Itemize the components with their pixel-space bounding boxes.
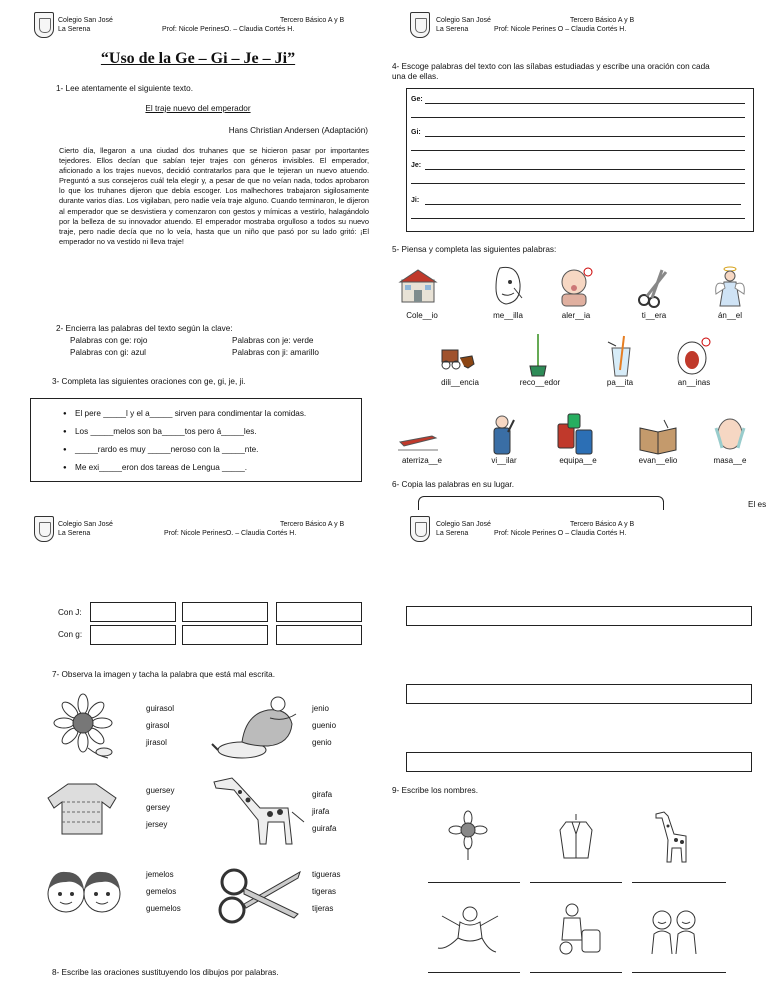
word-option[interactable]: gemelos — [146, 887, 177, 896]
school-city: La Serena — [58, 530, 91, 537]
word-option[interactable]: guemelos — [146, 904, 181, 913]
word-option[interactable]: genio — [312, 738, 332, 747]
word-option[interactable]: tigueras — [312, 870, 341, 879]
sentence-item: ● Me exi_____eron dos tareas de Lengua _____. — [63, 459, 306, 477]
name-line[interactable] — [428, 882, 520, 883]
sunflower-icon — [448, 810, 488, 860]
sentence-item: ● _____rardo es muy _____neroso con la _____nte. — [63, 441, 306, 459]
question-7: 7- Observa la imagen y tacha la palabra que está mal escrita. — [52, 670, 275, 679]
name-line[interactable] — [530, 972, 622, 973]
word-fill: an__inas — [677, 378, 711, 387]
word-option[interactable]: jemelos — [146, 870, 174, 879]
sentence-answer-box[interactable] — [406, 752, 752, 772]
word-fill: ti__era — [641, 311, 667, 320]
grade-label: Tercero Básico A y B — [570, 17, 635, 24]
angel-icon — [712, 264, 748, 308]
luggage-icon — [556, 410, 596, 456]
question-9: 9- Escribe los nombres. — [392, 786, 479, 795]
word-fill: án__el — [717, 311, 743, 320]
word-fill: aler__ia — [561, 311, 591, 320]
word-fill: Cole__io — [406, 311, 438, 320]
sentence-answer-box[interactable] — [406, 684, 752, 704]
suit-icon — [556, 812, 596, 862]
story-title: El traje nuevo del emperador — [145, 104, 251, 113]
lookout-person-icon — [488, 412, 518, 456]
label-con-j: Con J: — [58, 608, 82, 617]
sentence-answer-box[interactable] — [406, 606, 752, 626]
sneezing-person-icon — [556, 264, 596, 308]
writing-line[interactable] — [425, 136, 745, 137]
word-fill: masa__e — [713, 456, 747, 465]
dustpan-broom-icon — [528, 332, 548, 378]
giraffe-icon — [652, 810, 692, 864]
side-fragment: El es — [748, 500, 767, 509]
label-je: Je: — [411, 162, 422, 169]
word-fill: dili__encia — [441, 378, 479, 387]
word-group — [312, 866, 340, 917]
teachers-label: Prof: Nicole PerinesO. – Claudia Cortés H. — [162, 26, 295, 33]
name-line[interactable] — [632, 882, 726, 883]
answer-box[interactable] — [182, 625, 268, 645]
writing-line[interactable] — [425, 103, 745, 104]
twins-icon — [646, 906, 702, 956]
sweater-icon — [44, 778, 120, 838]
open-book-icon — [638, 418, 678, 454]
school-name: Colegio San José — [436, 521, 491, 528]
worksheet-page-2 — [392, 6, 768, 494]
question-4: 4- Escoge palabras del texto con las sílabas estudiadas y escribe una oración con cada una de ellas. — [392, 62, 710, 82]
genie-lamp-icon — [212, 694, 302, 764]
school-name: Colegio San José — [58, 17, 113, 24]
stagecoach-icon — [438, 342, 478, 372]
luggage-person-icon — [554, 900, 606, 956]
dancing-genie-icon — [436, 902, 500, 958]
word-fill: evan__elio — [638, 456, 678, 465]
word-group — [146, 866, 181, 917]
question-5: 5- Piensa y completa las siguientes palabras: — [392, 245, 557, 254]
word-group — [146, 700, 174, 751]
key-je: Palabras con je: verde — [232, 336, 314, 345]
answer-box[interactable] — [276, 625, 362, 645]
school-crest-icon — [410, 516, 430, 542]
school-crest-icon — [410, 12, 430, 38]
word-option[interactable]: jirafa — [312, 807, 330, 816]
key-ge: Palabras con ge: rojo — [70, 336, 148, 345]
sentence-box — [30, 398, 362, 482]
school-name: Colegio San José — [58, 521, 113, 528]
scissors-icon — [636, 268, 672, 308]
word-option[interactable]: guirafa — [312, 824, 337, 833]
school-building-icon — [398, 266, 438, 306]
key-ji: Palabras con ji: amarillo — [232, 348, 319, 357]
word-fill: equipa__e — [559, 456, 597, 465]
writing-line[interactable] — [411, 218, 745, 219]
question-6: 6- Copia las palabras en su lugar. — [392, 480, 514, 489]
teachers-label: Prof: Nicole Perines O – Claudia Cortés H. — [494, 26, 627, 33]
label-con-g: Con g: — [58, 630, 83, 639]
worksheet-page-4 — [392, 510, 768, 1006]
writing-line[interactable] — [411, 117, 745, 118]
teachers-label: Prof: Nicole PerinesO. – Claudia Cortés H. — [164, 530, 297, 537]
key-gi: Palabras con gi: azul — [70, 348, 147, 357]
word-fill: pa__ita — [606, 378, 634, 387]
grade-label: Tercero Básico A y B — [280, 17, 345, 24]
grade-label: Tercero Básico A y B — [570, 521, 635, 528]
answer-box[interactable] — [90, 625, 176, 645]
word-option[interactable]: tijeras — [312, 904, 334, 913]
word-option[interactable]: girafa — [312, 790, 333, 799]
throat-tonsils-icon — [672, 334, 712, 378]
scissors-icon — [214, 860, 304, 930]
word-group — [312, 700, 336, 751]
word-option[interactable]: gersey — [146, 803, 171, 812]
word-group — [146, 782, 174, 833]
story-text: Cierto día, llegaron a una ciudad dos truhanes que se hicieron pasar por importantes tejedores. Ellos decían que sabían tejer trajes con géneros invisibles. El emperador, aficionado a los trajes nuevos, decidió contratarlos para que le tejieran un nuevo atuendo. Preguntó a sus consejeros cuál tela elegir y, a pesar de que no veían nada, todos aprobaron lo que los truhanes dijeron que debía escoger. Los malhechores trabajaron sigilosamente durante varios días. Los vigilaban, pero nadie veía traje alguno. Cuando terminaron, le dijeron al emperador que se desvistiera y comenzaron con gestos y mímicas a vestirlo, halagándolo por la belleza de su innovador atuendo. El emperador mostraba orgulloso a todos su nuevo traje, pero nadie decía que no lo veía, hasta que un niño que pasó por su lado gritó: ¡El emperador no va vestido ni lleva traje! — [59, 146, 369, 246]
question-8: 8- Escribe las oraciones sustituyendo los dibujos por palabras. — [52, 968, 279, 977]
name-line[interactable] — [530, 882, 622, 883]
sentence-item: ● Los _____melos son ba_____tos pero á_____les. — [63, 423, 306, 441]
label-ji: Ji: — [411, 197, 420, 204]
word-fill: me__illa — [493, 311, 523, 320]
worksheet-page-1 — [28, 6, 368, 494]
glass-straw-icon — [606, 334, 636, 378]
answer-box[interactable] — [90, 602, 176, 622]
word-fill: aterriza__e — [401, 456, 443, 465]
name-line[interactable] — [632, 972, 726, 973]
sunflower-icon — [48, 692, 118, 762]
name-line[interactable] — [428, 972, 520, 973]
word-option[interactable]: girasol — [146, 721, 170, 730]
word-option[interactable]: guenio — [312, 721, 337, 730]
cheek-face-icon — [488, 262, 528, 308]
word-option[interactable]: jersey — [146, 820, 168, 829]
school-crest-icon — [34, 12, 54, 38]
question-1: 1- Lee atentamente el siguiente texto. — [56, 84, 194, 93]
twins-icon — [42, 860, 126, 930]
answer-box[interactable] — [182, 602, 268, 622]
word-option[interactable]: tigeras — [312, 887, 337, 896]
school-city: La Serena — [436, 530, 469, 537]
page-title: “Uso de la Ge – Gi – Je – Ji” — [100, 50, 296, 67]
teachers-label: Prof: Nicole Perines O – Claudia Cortés H. — [494, 530, 627, 537]
word-group — [312, 786, 336, 837]
word-option[interactable]: jenio — [312, 704, 329, 713]
school-city: La Serena — [58, 26, 91, 33]
writing-line[interactable] — [425, 169, 745, 170]
word-option[interactable]: guirasol — [146, 704, 175, 713]
word-fill: reco__edor — [519, 378, 561, 387]
question-2: 2- Encierra las palabras del texto según la clave: — [56, 324, 233, 333]
writing-line[interactable] — [411, 150, 745, 151]
airplane-landing-icon — [398, 428, 438, 452]
word-fill: vi__ilar — [491, 456, 517, 465]
face-massage-icon — [712, 414, 748, 454]
answer-box[interactable] — [276, 602, 362, 622]
school-name: Colegio San José — [436, 17, 491, 24]
school-crest-icon — [34, 516, 54, 542]
writing-line[interactable] — [425, 204, 741, 205]
giraffe-icon — [208, 772, 308, 848]
sentence-item: ● El pere _____l y el a_____ sirven para condimentar la comidas. — [63, 405, 306, 423]
word-option[interactable]: guersey — [146, 786, 175, 795]
sentence-writing-box — [406, 88, 754, 232]
grade-label: Tercero Básico A y B — [280, 521, 345, 528]
word-option[interactable]: jirasol — [146, 738, 167, 747]
question-3: 3- Completa las siguientes oraciones con ge, gi, je, ji. — [52, 377, 246, 386]
writing-line[interactable] — [411, 183, 745, 184]
story-author: Hans Christian Andersen (Adaptación) — [228, 126, 368, 135]
worksheet-page-3 — [28, 510, 368, 1006]
school-city: La Serena — [436, 26, 469, 33]
label-ge: Ge: — [411, 96, 423, 103]
label-gi: Gi: — [411, 129, 421, 136]
